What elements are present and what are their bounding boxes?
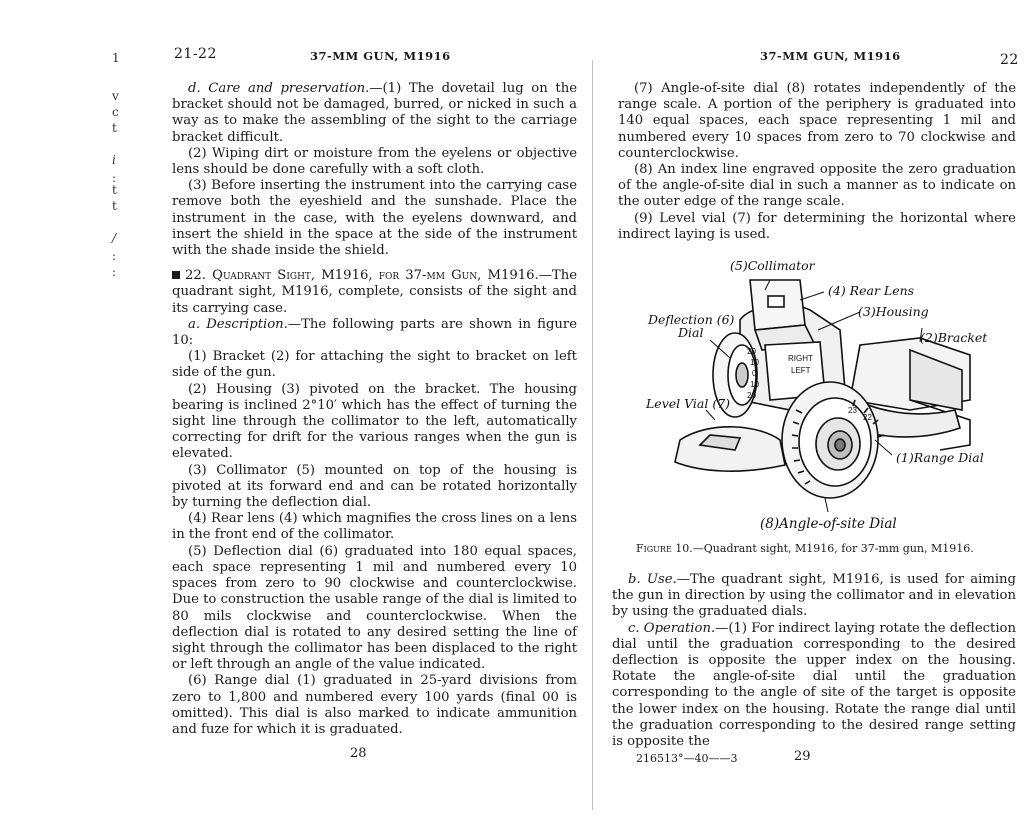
scale-number: 0 [752, 369, 757, 378]
paragraph-lead: c. Operation. [628, 620, 716, 636]
edge-mark: / [112, 231, 117, 245]
paragraph-text: (9) Level vial (7) for determining the horizontal where indirect laying is used. [618, 210, 1016, 242]
edge-mark: 1 [112, 51, 120, 65]
page-number: 29 [794, 749, 811, 764]
paragraph-text: (2) Housing (3) pivoted on the bracket. The housing bearing is inclined 2°10′ which has the effect of turning the sight line through the collimator to the left, automatically correcting for drift for the various ranges when the gun is elevated. [172, 381, 577, 462]
paragraph-lead: d. Care and preservation. [188, 81, 370, 96]
left-body-text [172, 81, 577, 738]
range-dial-label: (1)Range Dial [896, 450, 984, 465]
running-head: 37-MM GUN, M1916 [310, 49, 451, 63]
paragraph-text: —(1) The dovetail lug on the bracket should not be damaged, burred, or nicked in such a way as to make the assembling of the sight to the carriage bracket difficult. [172, 81, 577, 145]
paragraph-text: —The following parts are shown in figure 10: [172, 316, 578, 349]
figure-10 [590, 250, 1034, 550]
paragraph [172, 382, 577, 463]
scale-number: 23 [848, 406, 857, 415]
paragraph [618, 211, 1016, 243]
paragraph-text: (6) Range dial (1) graduated in 25-yard divisions from zero to 1,800 and numbered every 100 yards (final 00 is omitted). This dial is also marked to indicate ammunition and fuze for which it is graduated. [172, 673, 577, 737]
right-body-text-bottom [612, 572, 1016, 750]
paragraph [172, 349, 577, 381]
paragraph [172, 463, 577, 512]
rear-lens-label: (4) Rear Lens [828, 283, 915, 298]
scale-number: 10 [750, 380, 759, 389]
right-page [590, 0, 1034, 818]
paragraph-text: (8) An index line engraved opposite the zero graduation of the angle-of-site dial in such a manner as to indicate on the outer edge of the range scale. [618, 162, 1016, 210]
edge-mark: c [112, 105, 119, 119]
collimator-label: (5)Collimator [730, 258, 815, 273]
running-head: 37-MM GUN, M1916 [760, 49, 901, 63]
paragraph [172, 146, 577, 178]
edge-mark: : [112, 171, 117, 185]
paragraph-text: (3) Before inserting the instrument into the carrying case remove both the eyeshield and the sunshade. Place the instrument in the case, with the eyelens downward, and insert the shield in the space at the side of the instrument with the shade inside the shield. [172, 178, 577, 259]
page-ref: 21-22 [174, 46, 217, 62]
paragraph-text: (3) Collimator (5) mounted on top of the housing is pivoted at its forward end and can be rotated horizontally by turning the deflection dial. [172, 462, 577, 511]
paragraph [618, 81, 1016, 162]
paragraph-text: —The quadrant sight, M1916, complete, consists of the sight and its carrying case. [172, 268, 577, 316]
paragraph-text: —The quadrant sight, M1916, is used for aiming the gun in direction by using the collimator and in elevation by using the graduated dials. [612, 572, 1016, 620]
page-number: 28 [350, 746, 367, 761]
figure-caption [636, 542, 974, 555]
paragraph [612, 572, 1016, 621]
paragraph [172, 81, 577, 146]
right-index-label: RIGHT [788, 354, 813, 363]
paragraph-lead: a. Description. [188, 316, 288, 332]
print-code: 216513°—40——3 [636, 752, 738, 765]
paragraph-text: (4) Rear lens (4) which magnifies the cross lines on a lens in the front end of the collimator. [172, 511, 577, 543]
angle-of-site-dial-label: (8)Angle-of-site Dial [760, 516, 897, 532]
section-bullet [172, 271, 180, 279]
paragraph-text: (1) Bracket (2) for attaching the sight to bracket on left side of the gun. [172, 349, 577, 381]
paragraph-text: (2) Wiping dirt or moisture from the eyelens or objective lens should be done carefully with a soft cloth. [172, 145, 577, 178]
deflection-dial-label: Deflection (6) [648, 312, 735, 327]
paragraph [172, 178, 577, 259]
paragraph [172, 673, 577, 738]
section-heading: 22. Quadrant Sight, M1916, for 37-mm Gun, M1916. [185, 268, 539, 284]
bracket-label: (2)Bracket [920, 330, 988, 345]
scale-number: 22 [863, 413, 872, 422]
paragraph [172, 511, 577, 543]
paragraph-lead: b. Use. [628, 572, 677, 587]
edge-mark: : [112, 265, 117, 279]
edge-mark: i [112, 153, 116, 167]
edge-mark: t [112, 199, 117, 213]
edge-mark: v [112, 89, 119, 103]
paragraph [612, 621, 1016, 751]
right-body-text-top [618, 81, 1016, 243]
section-paragraph [172, 268, 577, 317]
paragraph-text: (7) Angle-of-site dial (8) rotates independently of the range scale. A portion of the periphery is graduated into 140 equal spaces, each space representing 1 mil and numbered every 10 spaces from zero to 70 clockwise and counterclockwise. [618, 81, 1016, 161]
scale-number: 20 [747, 391, 756, 400]
edge-mark: : [112, 249, 117, 263]
scale-number: 10 [750, 358, 759, 367]
page-ref: 22 [1000, 52, 1019, 68]
edge-mark: t [112, 121, 117, 135]
deflection-dial-label-2: Dial [678, 325, 704, 340]
housing-label: (3)Housing [858, 304, 929, 319]
paragraph [172, 317, 577, 349]
left-index-label: LEFT [791, 366, 811, 375]
figure-caption-label: Figure 10. [636, 542, 693, 555]
edge-mark: t [112, 183, 117, 197]
paragraph [618, 162, 1016, 211]
paragraph [172, 544, 577, 674]
figure-caption-text: —Quadrant sight, M1916, for 37-mm gun, M1916. [692, 542, 974, 555]
paragraph-text: —(1) For indirect laying rotate the deflection dial until the graduation corresponding to the desired deflection is opposite the upper index on the housing. Rotate the angle-of-site dial until the graduation corresponding to the angle of site of the target is opposite the lower index on the housing. Rotate the range dial until the graduation corresponding to the desired range setting is opposite the [612, 620, 1016, 750]
level-vial-label: Level Vial (7) [646, 396, 731, 411]
paragraph-text: (5) Deflection dial (6) graduated into 180 equal spaces, each space representing 1 mil and numbered every 10 spaces from zero to 90 clockwise and counterclockwise. Due to construction the usable range of the dial is limited to 80 mils clockwise and counterclockwise. When the deflection dial is rotated to any desired setting the line of sight through the collimator has been displaced to the right or left through an angle of the value indicated. [172, 543, 577, 673]
scale-number: 20 [747, 347, 756, 356]
